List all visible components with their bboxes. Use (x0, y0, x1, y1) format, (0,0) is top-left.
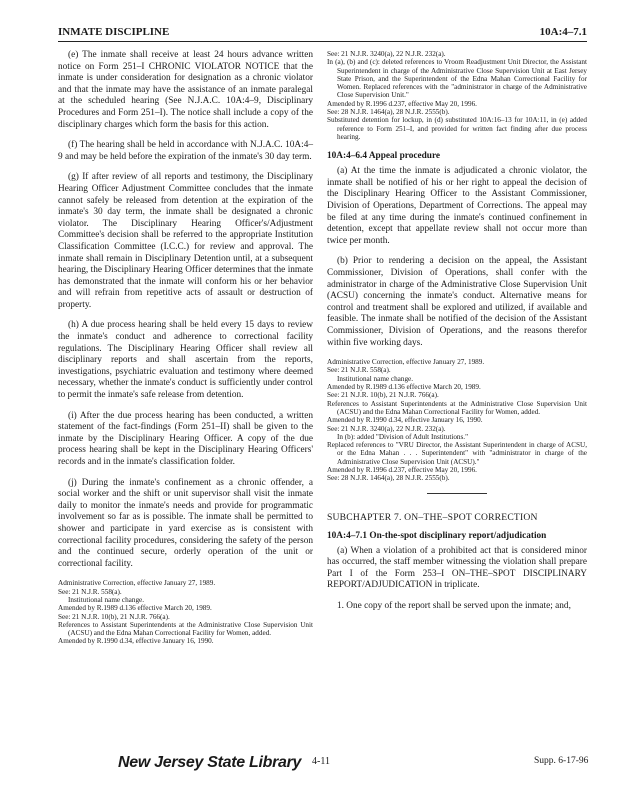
appeal-paragraph-b: (b) Prior to rendering a decision on the appeal, the Assistant Commissioner, Division of Operations, shall confer with the administrator in charge of the Administrative Close Supervision Unit (ACSU) concerning the inmate's conduct. Alternative means for control and treatment shall be explored and utilized, if available and feasible. The inmate shall be notified of the decision of the Assistant Commissioner, Division of Operations, and the reasons therefor within five working days. (327, 256, 587, 348)
header-chapter-title: INMATE DISCIPLINE (58, 26, 170, 38)
right-column (327, 50, 587, 622)
section-divider (427, 493, 487, 494)
paragraph-i: (i) After the due process hearing has been conducted, a written statement of the fact-findings (Form 251–II) shall be given to the inmate by the Disciplinary Hearing Officer. A copy of the due process hearing shall be kept in the Disciplinary Hearing Officers' records and in the inmate's classification folder. (58, 410, 313, 467)
history-note: In (a), (b) and (c): deleted references to Vroom Readjustment Unit Director, the Assistant Superintendent in charge of the Administrative Close Supervision Unit at East Jersey State Prison, and the Superintendent of the Edna Mahan Correctional Facility for Women. Replaced references with the "administrator in charge of the Administrative Close Supervision Unit." (327, 58, 587, 100)
history-note: See: 21 N.J.R. 10(b), 21 N.J.R. 766(a). (327, 391, 439, 400)
history-note: Administrative Correction, effective January 27, 1989. (327, 358, 485, 367)
history-note: See: 21 N.J.R. 558(a). (58, 587, 122, 596)
history-note: Administrative Correction, effective January 27, 1989. (58, 579, 216, 588)
history-note: See: 21 N.J.R. 558(a). (327, 366, 391, 375)
left-column (58, 50, 313, 656)
history-note: See: 28 N.J.R. 1464(a), 28 N.J.R. 2555(b). (327, 108, 450, 117)
paragraph-h: (h) A due process hearing shall be held every 15 days to review the inmate's conduct and adherence to correctional facility regulations. The Disciplinary Hearing Officer shall review all disciplinary reports and shall ascertain from the reports, investigations, psychiatric evaluation and testimony where deemed necessary, whether the inmate's conduct is sufficiently under control to permit the inmate's safe release from detention. (58, 320, 313, 401)
history-note: Amended by R.1996 d.237, effective May 20, 1996. (327, 99, 477, 108)
history-note: Amended by R.1996 d.237, effective May 20, 1996. (327, 466, 477, 475)
history-note: Institutional name change. (337, 374, 414, 383)
library-stamp: New Jersey State Library (118, 754, 302, 771)
history-notes-top (327, 50, 587, 141)
history-notes-mid (327, 358, 587, 482)
history-note: See: 28 N.J.R. 1464(a), 28 N.J.R. 2555(b). (327, 474, 450, 483)
running-header (58, 26, 587, 38)
subchapter-heading: SUBCHAPTER 7. ON–THE–SPOT CORRECTION (327, 511, 538, 523)
paragraph-j: (j) During the inmate's confinement as a chronic offender, a social worker and the shift or unit supervisor shall visit the inmate daily to monitor the inmate's needs and provide for programmatic involvement so far as is possible. The inmate shall be permitted to shower and participate in yard exercise as is consistent with correctional facility procedures, considering the safety of the person and the continued secure, orderly operation of the unit or correctional facility. (58, 477, 313, 569)
history-note: See: 21 N.J.R. 10(b), 21 N.J.R. 766(a). (58, 612, 170, 621)
on-the-spot-paragraph-a: (a) When a violation of a prohibited act that is considered minor has occurred, the staff member witnessing the violation shall prepare Part I of the Form 253–I ON–THE–SPOT DISCIPLINARY REPORT/ADJUDICATION in triplicate. (327, 545, 587, 591)
supplement-date: Supp. 6-17-96 (534, 756, 589, 766)
appeal-paragraph-a: (a) At the time the inmate is adjudicated a chronic violator, the inmate shall be notified of his or her right to appeal the decision of the Disciplinary Hearing Officer to the Assistant Commissioner, Division of Operations, Department of Corrections. The appeal may be filed at any time during the inmate's continued confinement in detention, except that appellate review shall not occur more than twice per month. (327, 166, 587, 246)
section-heading-on-the-spot: 10A:4–7.1 On-the-spot disciplinary report/adjudication (327, 530, 547, 541)
history-note: Amended by R.1989 d.136 effective March 20, 1989. (58, 604, 212, 613)
history-note: References to Assistant Superintendents at the Administrative Close Supervision Unit (ACSU) and the Edna Mahan Correctional Facility for Women, added. (327, 399, 587, 416)
page-number: 4-11 (312, 756, 330, 767)
header-rule (58, 41, 587, 42)
history-notes-left (58, 579, 313, 645)
history-note: References to Assistant Superintendents at the Administrative Close Supervision Unit (ACSU) and the Edna Mahan Correctional Facility for Women, added. (58, 620, 313, 638)
history-note: Amended by R.1989 d.136 effective March 20, 1989. (327, 383, 481, 392)
paragraph-e: (e) The inmate shall receive at least 24 hours advance written notice on Form 251–I CHRONIC VIOLATOR NOTICE that the inmate is under consideration for designation as a chronic violator and that the inmate may have the assistance of an inmate paralegal at the scheduled hearing (See N.J.A.C. 10A:4–9, Disciplinary Procedures and Form 251–I). The notice shall include a copy of the disciplinary charges which form the basis for this action. (58, 50, 313, 130)
history-note: Amended by R.1990 d.34, effective January 16, 1990. (327, 416, 483, 425)
history-note: Substituted detention for lockup, in (d) substituted 10A:16–13 for 10A:11, in (e) added reference to Form 251–I, and provided for written fact finding after due process hearing. (327, 116, 587, 141)
header-section-number: 10A:4–7.1 (539, 26, 587, 38)
section-heading-appeal: 10A:4–6.4 Appeal procedure (327, 151, 441, 162)
on-the-spot-item-1: 1. One copy of the report shall be served upon the inmate; and, (337, 601, 571, 611)
history-note: Replaced references to "VRU Director, the Assistant Superintendent in charge of ACSU, or the Edna Mahan . . . Superintendent" with "administrator in charge of the Administrative Close Supervision Unit (ACSU)." (327, 441, 587, 466)
history-note: See: 21 N.J.R. 3240(a), 22 N.J.R. 232(a). (327, 424, 446, 433)
history-note: In (b): added "Division of Adult Institutions." (337, 432, 469, 441)
paragraph-f: (f) The hearing shall be held in accordance with N.J.A.C. 10A:4–9 and may be held before the expiration of the inmate's 30 day term. (58, 140, 313, 162)
history-note: See: 21 N.J.R. 3240(a), 22 N.J.R. 232(a). (327, 50, 446, 58)
paragraph-g: (g) If after review of all reports and testimony, the Disciplinary Hearing Officer Adjustment Committee concludes that the inmate cannot safely be released from detention at the expiration of the inmate's 30 day term, the inmate shall be designated a chronic violator. The Disciplinary Hearing Officer's/Adjustment Committee's decision shall be referred to the appropriate Institution Classification Committee (I.C.C.) for review and approval. The inmate shall remain in Disciplinary Detention until, at a subsequent hearing, the Disciplinary Hearing Officer determines that the inmate has demonstrated that the inmate will conform his or her behavior and will refrain from repetitive acts of assault or destruction of property. (58, 172, 313, 310)
history-note: Institutional name change. (68, 595, 145, 604)
history-note: Amended by R.1990 d.34, effective January 16, 1990. (58, 637, 214, 646)
